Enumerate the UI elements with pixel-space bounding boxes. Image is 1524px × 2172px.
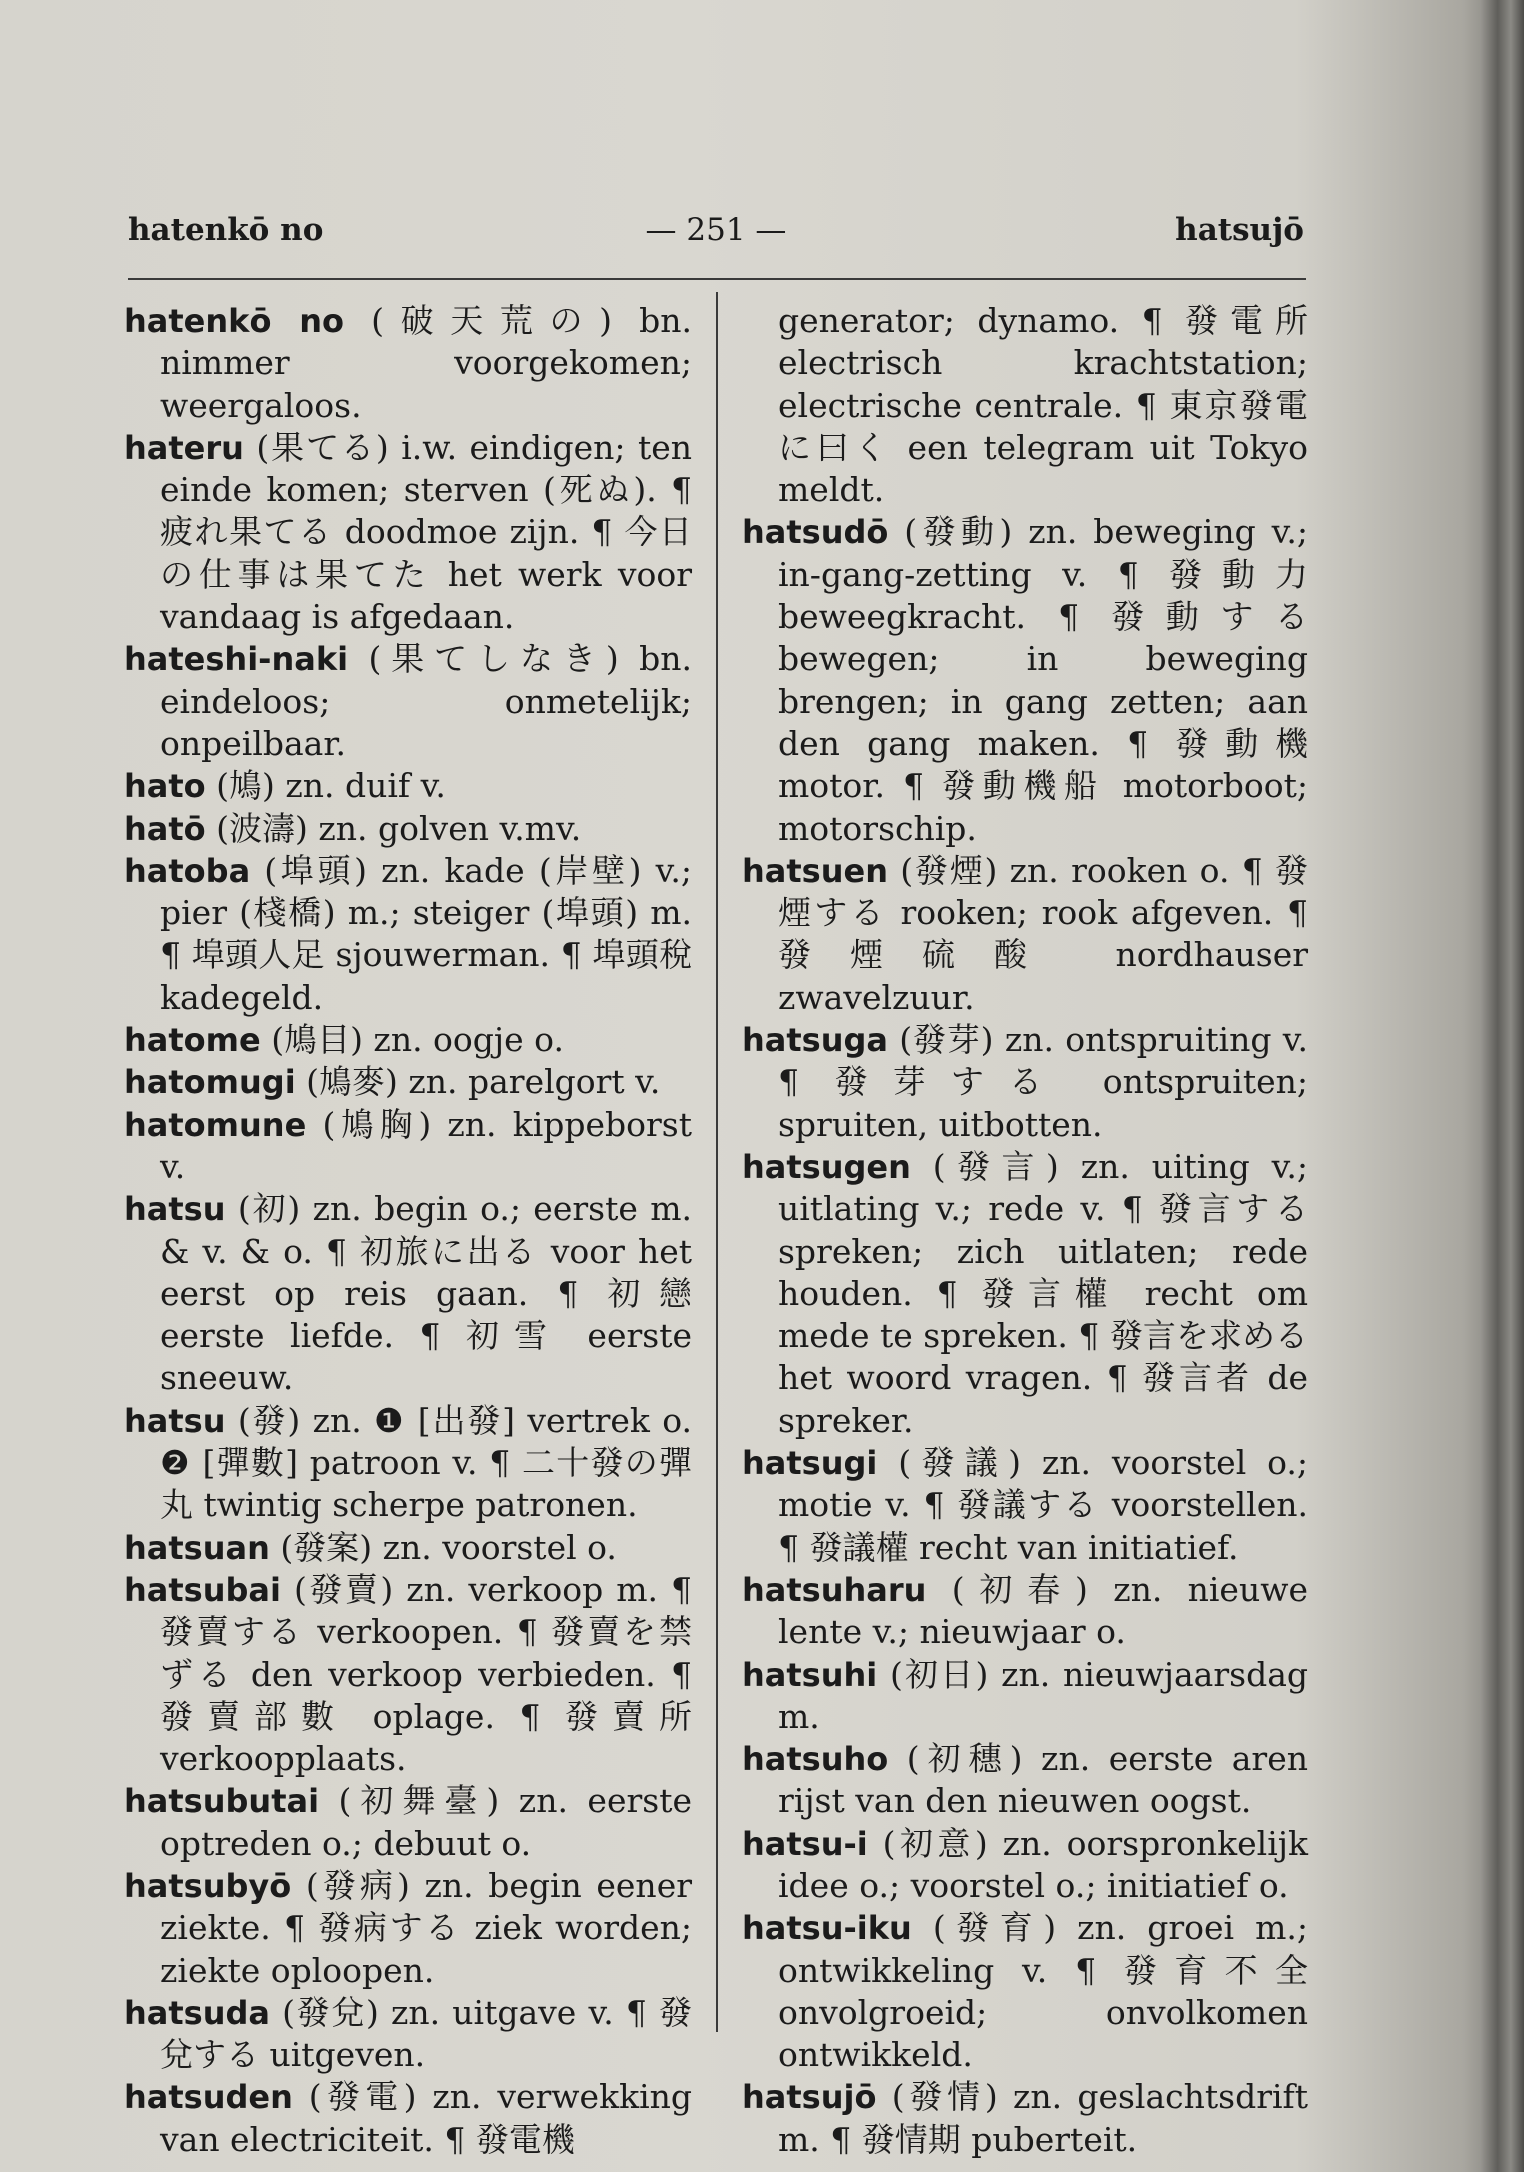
entry-definition: (初舞臺) zn. eerste optreden o.; debuut o. (160, 1781, 692, 1863)
entry-headword: hatome (124, 1021, 261, 1060)
dictionary-entry (124, 765, 692, 807)
entry-headword: hatsugi (742, 1444, 878, 1483)
entry-definition: (果てる) i.w. eindigen; ten einde komen; sterven (死ぬ). ¶ 疲れ果てる doodmoe zijn. ¶ 今日の仕事は果てた het werk voor vandaag is afgedaan. (160, 427, 692, 637)
dictionary-entry (124, 300, 692, 427)
entry-headword: hatsuda (124, 1993, 270, 2032)
dictionary-entry (742, 850, 1308, 1019)
entry-headword: hatsuharu (742, 1570, 927, 1609)
header-right-guideword: hatsujō (1175, 212, 1304, 248)
right-column (742, 300, 1308, 2161)
dictionary-entry (124, 1061, 692, 1103)
entry-headword: hatoba (124, 851, 251, 890)
dictionary-entry (124, 638, 692, 765)
dictionary-entry (742, 1569, 1308, 1654)
entry-definition: (果てしなき) bn. eindeloos; onmetelijk; onpeilbaar. (160, 639, 692, 763)
entry-definition: (初春) zn. nieuwe lente v.; nieuwjaar o. (778, 1569, 1308, 1652)
entry-definition: (鳩麥) zn. parelgort v. (295, 1062, 661, 1102)
header-rule (128, 278, 1306, 280)
entry-headword: hatsuhi (742, 1655, 878, 1694)
entry-headword: hateshi-naki (124, 640, 349, 679)
entry-headword: hatsuho (742, 1740, 889, 1779)
entry-headword: hatenkō no (124, 302, 344, 340)
dictionary-entry-continuation (742, 300, 1308, 511)
dictionary-entry (124, 808, 692, 850)
dictionary-entry (124, 850, 692, 1019)
entry-definition: (初日) zn. nieuwjaarsdag m. (778, 1654, 1308, 1736)
dictionary-entry (742, 1738, 1308, 1823)
entry-headword: hatsubai (124, 1570, 281, 1609)
dictionary-entry (124, 1527, 692, 1569)
entry-headword: hatsujō (742, 2078, 877, 2117)
left-column (124, 300, 692, 2161)
entry-definition: (發芽) zn. ontspruiting v. ¶ 發芽する ontspruiten; spruiten, uitbotten. (778, 1020, 1308, 1144)
page-number: — 251 — (645, 212, 787, 248)
entry-definition: (發煙) zn. rooken o. ¶ 發煙する rooken; rook afgeven. ¶ 發煙硫酸 nordhauser zwavelzuur. (778, 850, 1308, 1017)
dictionary-entry (742, 1823, 1308, 1908)
entry-definition: (發電) zn. verwekking van electriciteit. ¶ 發電機 (160, 2077, 692, 2159)
entry-definition: (鳩胸) zn. kippeborst v. (160, 1104, 692, 1186)
entry-definition: (發動) zn. beweging v.; in-gang-zetting v. ¶ 發動力 beweegkracht. ¶ 發動する bewegen; in beweging brengen; in gang zetten; aan den gang maken. ¶ 發動機 motor. ¶ 發動機船 motorboot; motorschip. (778, 512, 1308, 848)
header-left-guideword: hatenkō no (128, 212, 324, 248)
dictionary-entry (742, 2076, 1308, 2161)
entry-definition: (鳩) zn. duif v. (205, 766, 446, 806)
entry-headword: hatsu (124, 1401, 226, 1440)
entry-definition: (發情) zn. geslachtsdrift m. ¶ 發情期 puberteit. (778, 2077, 1308, 2159)
entry-definition: (波濤) zn. golven v.mv. (205, 808, 582, 848)
dictionary-entry (124, 427, 692, 638)
entry-headword: hatsubyō (124, 1866, 292, 1905)
entry-headword: hatsuden (124, 2078, 293, 2117)
entry-definition: (發案) zn. voorstel o. (269, 1527, 617, 1567)
entry-definition: (初意) zn. oorspronkelijk idee o.; voorstel o.; initiatief o. (778, 1823, 1308, 1905)
entry-headword: hatsu-iku (742, 1909, 912, 1948)
dictionary-entry (742, 1442, 1308, 1569)
dictionary-entry (124, 1188, 692, 1399)
entry-definition: (發賣) zn. verkoop m. ¶ 發賣する verkoopen. ¶ 發賣を禁ずる den verkoop verbieden. ¶ 發賣部數 oplage. ¶ 發賣所 verkoopplaats. (160, 1569, 692, 1779)
entry-headword: hatsudō (742, 513, 889, 552)
entry-definition: (埠頭) zn. kade (岸壁) v.; pier (棧橋) m.; steiger (埠頭) m. ¶ 埠頭人足 sjouwerman. ¶ 埠頭稅 kadegeld. (160, 850, 692, 1017)
entry-headword: hatsugen (742, 1147, 911, 1186)
entry-headword: hatomune (124, 1105, 307, 1144)
entry-definition: (鳩目) zn. oogje o. (260, 1020, 564, 1060)
dictionary-entry (742, 1146, 1308, 1442)
dictionary-entry (742, 1907, 1308, 2076)
entry-definition: (初) zn. begin o.; eerste m. & v. & o. ¶ 初旅に出る voor het eerst op reis gaan. ¶ 初戀 eerste liefde. ¶ 初雪 eerste sneeuw. (160, 1189, 692, 1398)
dictionary-entry (124, 1780, 692, 1865)
entry-headword: hatsuga (742, 1021, 888, 1060)
entry-headword: hatsu-i (742, 1824, 868, 1863)
entry-definition: (發) zn. ❶ [出發] vertrek o. ❷ [彈數] patroon v. ¶ 二十發の彈丸 twintig scherpe patronen. (160, 1400, 692, 1525)
book-spine-edge (1480, 0, 1524, 2172)
entry-headword: hatsubutai (124, 1782, 320, 1821)
entry-definition: (發言) zn. uiting v.; uitlating v.; rede v. ¶ 發言する spreken; zich uitlaten; rede houden. ¶ 發言權 recht om mede te spreken. ¶ 發言を求める het woord vragen. ¶ 發言者 de spreker. (778, 1146, 1308, 1440)
entry-definition: (發議) zn. voorstel o.; motie v. ¶ 發議する voorstellen. ¶ 發議權 recht van initiatief. (778, 1443, 1308, 1567)
dictionary-entry (124, 1865, 692, 1992)
entry-definition: generator; dynamo. ¶ 發電所 electrisch krachtstation; electrische centrale. ¶ 東京發電に曰く een telegram uit Tokyo meldt. (778, 301, 1308, 510)
dictionary-entry (742, 1654, 1308, 1739)
dictionary-entry (742, 1019, 1308, 1146)
dictionary-entry (124, 1400, 692, 1527)
dictionary-entry (124, 1104, 692, 1189)
dictionary-entry (124, 2076, 692, 2161)
dictionary-entry (124, 1992, 692, 2077)
dictionary-entry (742, 511, 1308, 849)
entry-headword: hatsuan (124, 1528, 270, 1567)
entry-headword: hato (124, 767, 206, 806)
entry-headword: hatsu (124, 1190, 226, 1229)
entry-headword: hatomugi (124, 1063, 296, 1102)
entry-headword: hatō (124, 809, 206, 848)
entry-definition: (初穗) zn. eerste aren rijst van den nieuwen oogst. (778, 1739, 1308, 1821)
running-head (128, 212, 1304, 266)
column-divider (716, 292, 718, 2032)
entry-definition: (發兌) zn. uitgave v. ¶ 發兌する uitgeven. (160, 1992, 692, 2075)
dictionary-entry (124, 1569, 692, 1780)
entry-headword: hatsuen (742, 851, 888, 890)
entry-definition: (發育) zn. groei m.; ontwikkeling v. ¶ 發育不全 onvolgroeid; onvolkomen ontwikkeld. (778, 1908, 1308, 2075)
entry-definition: (破天荒の) bn. nimmer voorgekomen; weergaloos. (160, 301, 692, 425)
entry-definition: (發病) zn. begin eener ziekte. ¶ 發病する ziek worden; ziekte oploopen. (160, 1865, 692, 1990)
dictionary-entry (124, 1019, 692, 1061)
entry-headword: hateru (124, 428, 244, 467)
